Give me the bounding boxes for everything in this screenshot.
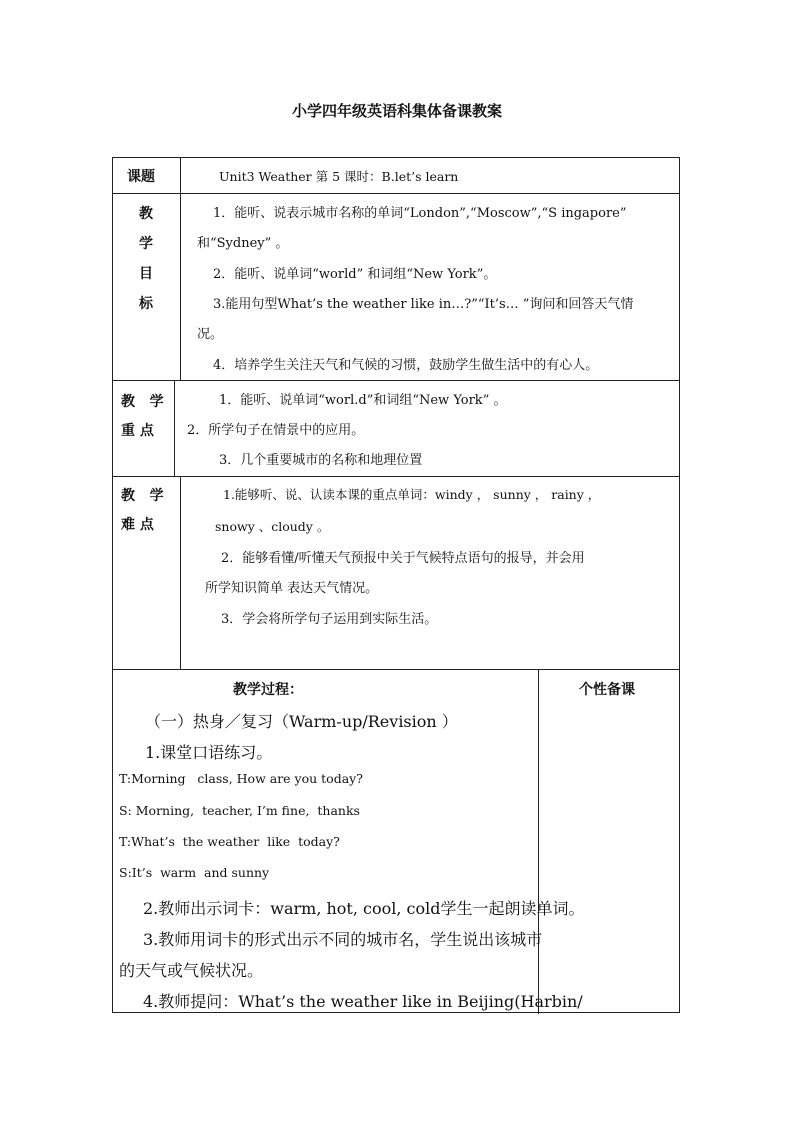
process-line: 2.教师出示词卡：warm, hot, cool, cold学生一起朗读单词。 [143, 899, 585, 918]
objectives-row [113, 194, 679, 381]
topic-cell [181, 158, 679, 193]
difficulty-line: snowy 、cloudy 。 [215, 519, 330, 534]
process-line: S: Morning, teacher, I’m fine, thanks [119, 803, 360, 818]
difficulties-cell [181, 477, 679, 669]
objectives-label-char: 教 [139, 206, 153, 222]
topic-value: Unit3 Weather 第 5 课时：B.let’s learn [219, 169, 459, 184]
process-row [113, 670, 679, 1014]
topic-label [113, 158, 181, 193]
process-line: T:What’s the weather like today? [119, 834, 340, 849]
objective-line: 1．能听、说表示城市名称的单词“London”,“Moscow”,“S ingapore” [213, 206, 627, 221]
objective-line: 2．能听、说单词“world” 和词组“New York”。 [213, 267, 497, 282]
lesson-plan-table [112, 157, 680, 1013]
process-cell [113, 670, 585, 1014]
key-point-line: 1．能听、说单词“worl.d”和词组“New York” 。 [219, 393, 507, 408]
document-title: 小学四年级英语科集体备课教案 [291, 102, 502, 120]
key-points-row [113, 381, 679, 477]
key-point-line: 2．所学句子在情景中的应用。 [187, 423, 365, 438]
objective-line: 和“Sydney” 。 [197, 236, 289, 251]
key-points-label-line: 重 点 [121, 423, 154, 439]
personal-notes-cell [539, 670, 679, 1014]
key-points-label-line: 教 学 [121, 394, 164, 410]
difficulties-label-line: 教 学 [121, 488, 164, 504]
difficulty-line: 3．学会将所学句子运用到实际生活。 [221, 612, 438, 627]
objectives-label-char: 标 [139, 296, 153, 312]
topic-row [113, 158, 679, 194]
objective-line: 4．培养学生关注天气和气候的习惯，鼓励学生做生活中的有心人。 [213, 358, 599, 373]
difficulties-label-line: 难 点 [121, 517, 154, 533]
key-points-label [113, 381, 175, 476]
difficulties-row [113, 477, 679, 670]
difficulty-line: 所学知识简单 表达天气情况。 [205, 581, 379, 596]
process-line: 3.教师用词卡的形式出示不同的城市名，学生说出该城市 [143, 930, 543, 949]
personal-notes-header: 个性备课 [579, 682, 635, 698]
objective-line: 况。 [197, 327, 224, 342]
objectives-cell [181, 194, 679, 380]
objectives-label [113, 194, 181, 380]
process-line: 4.教师提问：What’s the weather like in Beijing(Harbin/ [143, 992, 583, 1011]
process-line: S:It’s warm and sunny [119, 865, 270, 880]
process-line: 的天气或气候状况。 [119, 961, 264, 980]
process-header: 教学过程： [233, 682, 303, 698]
process-line: 1.课堂口语练习。 [145, 743, 273, 762]
process-line: T:Morning class, How are you today? [119, 771, 363, 786]
key-points-cell [175, 381, 679, 476]
objectives-label-char: 学 [139, 236, 153, 252]
difficulty-line: 1.能够听、说、认读本课的重点单词：windy ， sunny ， rainy ， [223, 487, 601, 502]
objectives-label-char: 目 [139, 266, 153, 282]
difficulty-line: 2．能够看懂/听懂天气预报中关于气候特点语句的报导，并会用 [221, 551, 585, 566]
topic-label-text: 课题 [127, 169, 155, 185]
objective-line: 3.能用句型What’s the weather like in…?”“It’s… ”询问和回答天气情 [213, 297, 634, 312]
process-line: （一）热身／复习（Warm-up/Revision ） [145, 712, 458, 731]
difficulties-label [113, 477, 181, 669]
key-point-line: 3．几个重要城市的名称和地理位置 [219, 453, 423, 468]
